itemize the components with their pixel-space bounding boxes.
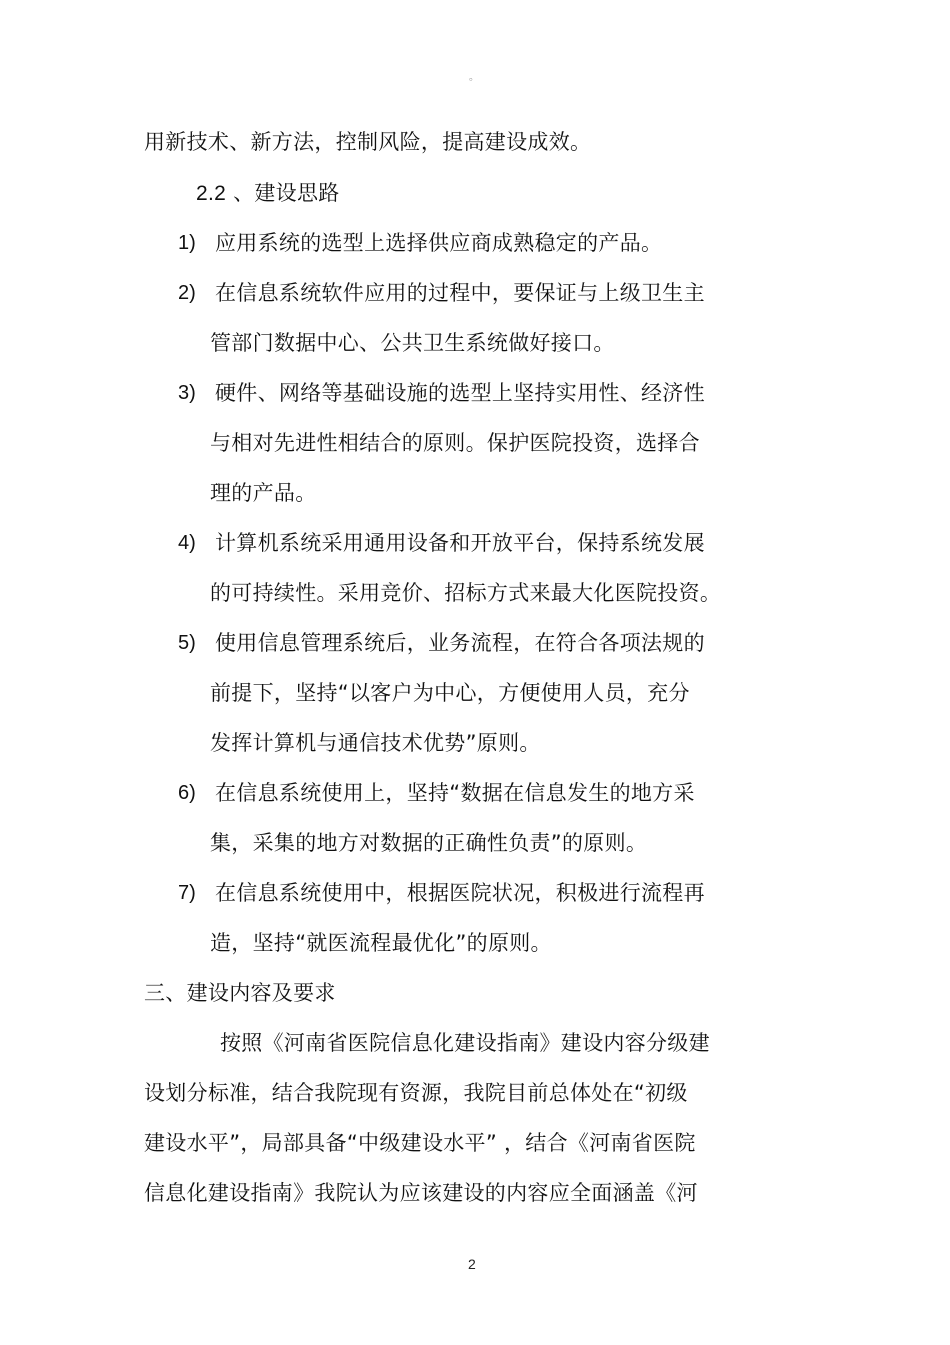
page-number: 2	[468, 1256, 476, 1272]
section-2-2-heading	[196, 180, 340, 207]
item-6-line-2: 集，采集的地方对数据的正确性负责”的原则。	[210, 831, 648, 855]
section-3-paragraph-line-3: 建设水平”，局部具备“中级建设水平” ，结合《河南省医院	[144, 1131, 696, 1155]
item-2-line-2: 管部门数据中心、公共卫生系统做好接口。	[210, 331, 615, 355]
item-3-line-2: 与相对先进性相结合的原则。保护医院投资，选择合	[210, 431, 700, 455]
item-7-number: 7)	[178, 882, 196, 904]
item-5-line-1: 使用信息管理系统后，业务流程，在符合各项法规的	[215, 631, 705, 655]
item-3-line-3: 理的产品。	[210, 481, 317, 505]
item-5-number: 5)	[178, 632, 196, 654]
item-3-line-1: 硬件、网络等基础设施的选型上坚持实用性、经济性	[215, 381, 705, 405]
header-mark: 。	[469, 72, 479, 83]
section-2-2-number: 2.2	[196, 182, 227, 205]
item-1-line-1: 应用系统的选型上选择供应商成熟稳定的产品。	[215, 231, 663, 255]
section-3-paragraph-line-2: 设划分标准，结合我院现有资源，我院目前总体处在“初级	[144, 1081, 688, 1105]
section-3-paragraph-line-4: 信息化建设指南》我院认为应该建设的内容应全面涵盖《河	[144, 1181, 698, 1205]
item-7-line-1: 在信息系统使用中，根据医院状况，积极进行流程再	[215, 881, 705, 905]
item-2-number: 2)	[178, 282, 196, 304]
item-4-line-2: 的可持续性。采用竞价、招标方式来最大化医院投资。	[210, 581, 722, 605]
item-5-line-3: 发挥计算机与通信技术优势”原则。	[210, 731, 541, 755]
item-4-number: 4)	[178, 532, 196, 554]
item-2-line-1: 在信息系统软件应用的过程中，要保证与上级卫生主	[215, 281, 705, 305]
section-3-heading: 三、建设内容及要求	[144, 981, 336, 1005]
section-3-paragraph-line-1: 按照《河南省医院信息化建设指南》建设内容分级建	[220, 1031, 710, 1055]
item-1-number: 1)	[178, 232, 196, 254]
item-7-line-2: 造，坚持“就医流程最优化”的原则。	[210, 931, 552, 955]
item-6-line-1: 在信息系统使用上，坚持“数据在信息发生的地方采	[215, 781, 695, 805]
section-2-2-title: 、建设思路	[233, 181, 340, 205]
item-4-line-1: 计算机系统采用通用设备和开放平台，保持系统发展	[215, 531, 705, 555]
item-5-line-2: 前提下，坚持“以客户为中心，方便使用人员，充分	[210, 681, 690, 705]
item-6-number: 6)	[178, 782, 196, 804]
item-3-number: 3)	[178, 382, 196, 404]
intro-line: 用新技术、新方法，控制风险，提高建设成效。	[144, 130, 592, 154]
